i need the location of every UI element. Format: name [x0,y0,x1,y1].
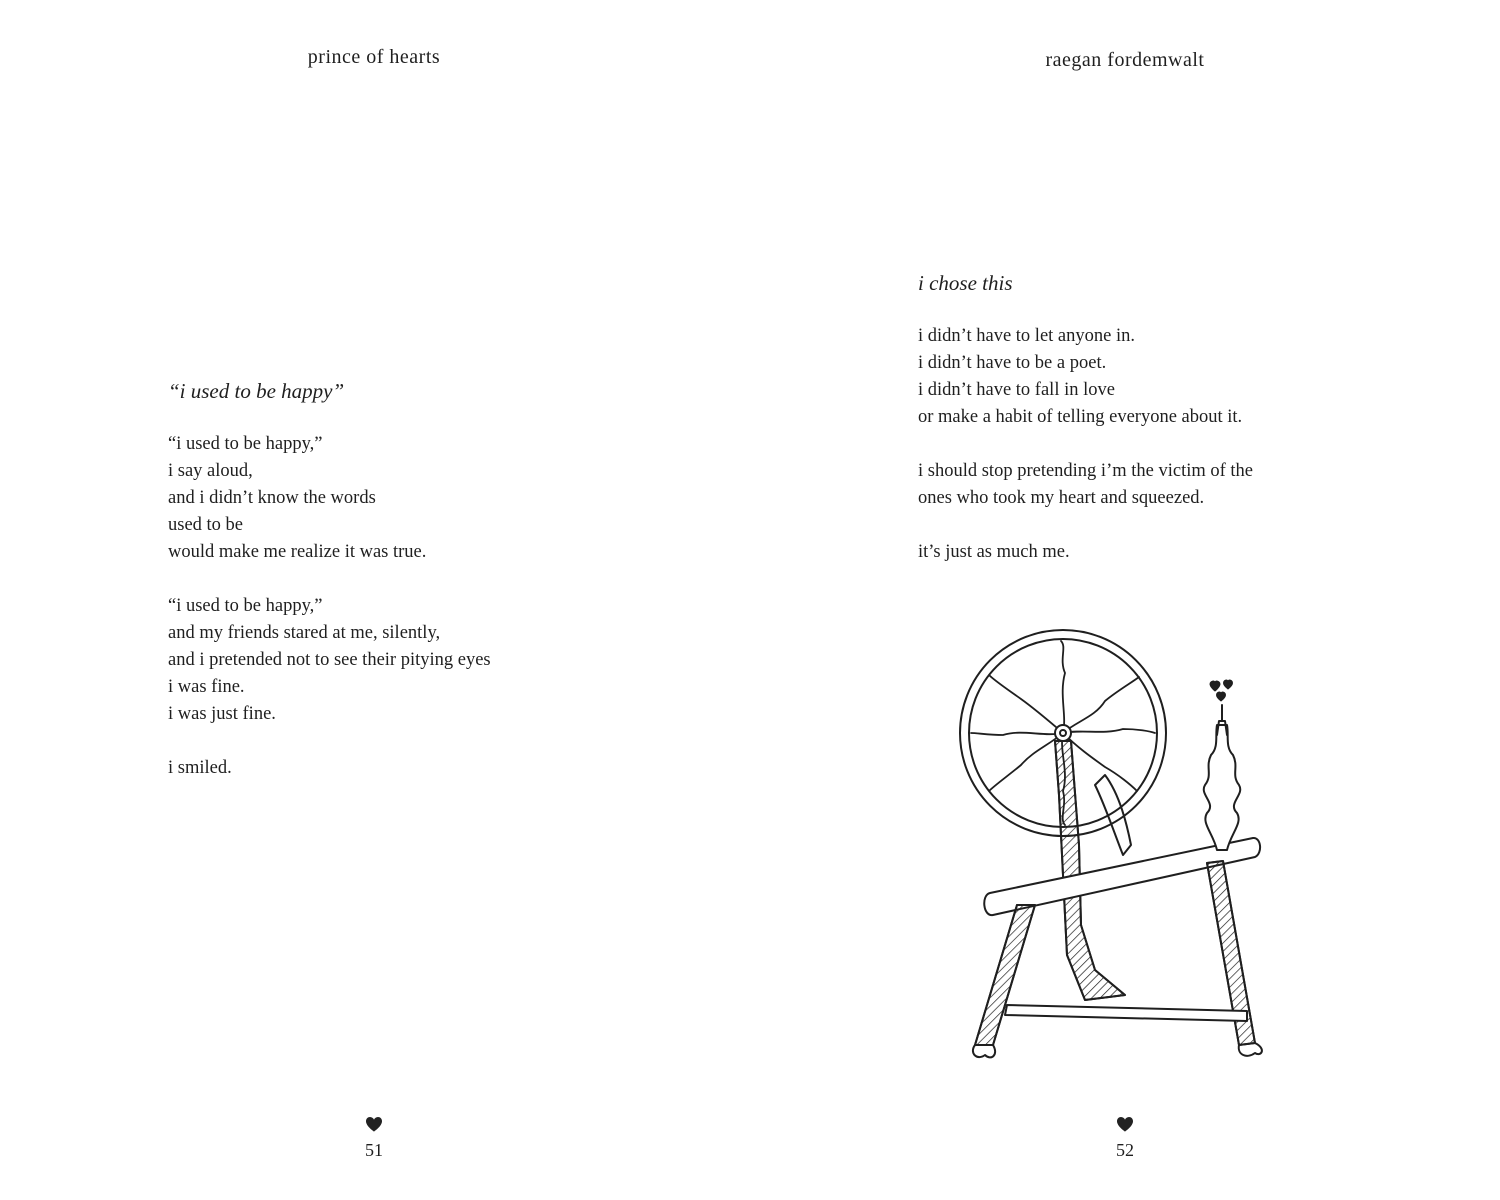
stanza [918,539,1253,566]
page-number: 52 [1116,1140,1134,1160]
stanza [168,593,491,728]
heart-icon [1116,1116,1134,1132]
poem-line: i smiled. [168,758,232,778]
poem-line: and my friends stared at me, silently, [168,623,441,643]
page-footer [0,1116,749,1160]
poem-line: i say aloud, [168,461,253,481]
poem-line: i was just fine. [168,704,276,724]
poem-line: i didn’t have to fall in love [918,380,1115,400]
poem-line: i was fine. [168,677,245,697]
running-head-author: raegan fordemwalt [1045,49,1205,71]
poem-line: “i used to be happy,” [168,434,323,454]
poem-line: i didn’t have to be a poet. [918,353,1107,373]
stanza [168,431,491,566]
right-page [750,0,1500,1200]
poem-line: and i didn’t know the words [168,488,376,508]
poem-line: it’s just as much me. [918,542,1070,562]
stanza [918,323,1253,431]
poem-line: “i used to be happy,” [168,596,323,616]
poem-title: i chose this [918,271,1013,295]
page-footer [750,1116,1500,1160]
poem-line: i should stop pretending i’m the victim of the [918,461,1254,481]
poem-i-chose-this [918,268,1253,593]
running-head-book-title: prince of hearts [307,46,441,68]
stanza [918,458,1253,512]
spinning-wheel-illustration [955,625,1285,1065]
poem-i-used-to-be-happy [168,376,491,809]
page-number: 51 [365,1140,383,1160]
poem-line: would make me realize it was true. [168,542,427,562]
stanza [168,755,491,782]
poem-line: i didn’t have to let anyone in. [918,326,1135,346]
poem-line: or make a habit of telling everyone about it. [918,407,1243,427]
poem-line: used to be [168,515,244,535]
poem-line: ones who took my heart and squeezed. [918,488,1205,508]
heart-icon [365,1116,383,1132]
poem-line: and i pretended not to see their pitying eyes [168,650,491,670]
poem-title: “i used to be happy” [168,379,345,403]
